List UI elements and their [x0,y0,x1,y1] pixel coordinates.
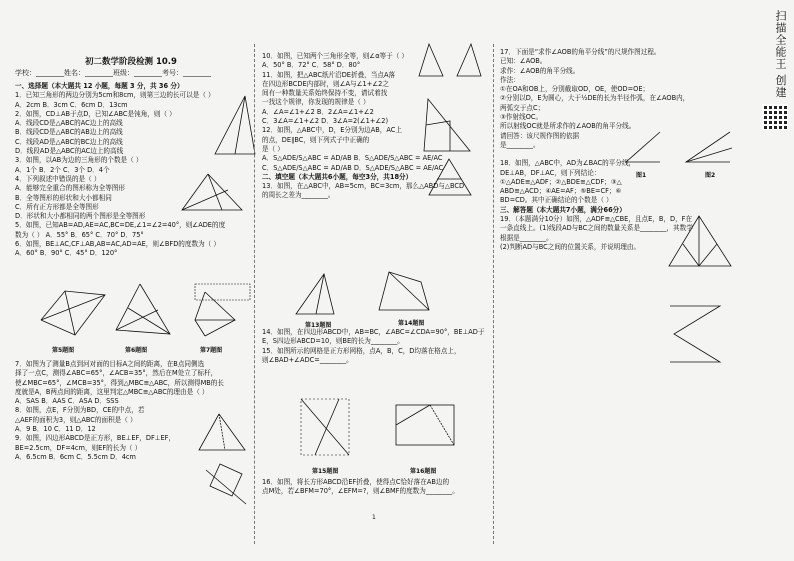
text-line: 一条直线上。(1)线段AD与BC之间的数量关系是________，其数学 [500,224,693,233]
text-line: A．能够完全重合的图形称为全等图形 [15,184,126,193]
text-line: 15．如图所示的网格是正方形网格，点A，B，C，D均落在格点上， [262,346,461,355]
text-line: 一、选择题（本大题共 12 小题，每题 3 分，共 36 分） [15,82,184,90]
text-line: B．全等图形的形状和大小都相同 [15,193,112,202]
q7-caption: 第7题图 [200,347,223,354]
text-line: △AEF的面积为3，则△ABC的面积是（ ） [15,415,137,424]
watermark: 扫描全能王 创建 [774,10,787,99]
text-line: ①△ADE≌△ADF；②△BDE≌△CDF；③△ [500,177,622,186]
q16-figure [390,395,460,455]
q17-figure-1 [620,128,665,168]
text-line: 7．如图为了测量B点到河对面的目标A之间的距离，在B点同侧选 [15,360,205,368]
q5-caption: 第5题图 [52,347,75,354]
text-line: D．形状和大小都相同的两个图形是全等图形 [15,212,146,221]
text-line: C．3∠A=∠1+∠2 D．3∠A=2(∠1+∠2) [262,117,389,126]
q9-figure [200,460,250,510]
q6-caption: 第6题图 [125,347,148,354]
q13-figure [290,270,340,320]
text-line: 9．如图，四边形ABCD是正方形，BE⊥EF，DF⊥EF， [15,434,176,443]
text-line: 17．下面是“求作∠AOB的角平分线”的尺规作图过程。 [500,48,661,56]
q2-figure [205,92,257,162]
text-line: A．60° B．90° C．45° D．120° [15,249,118,258]
q10-figure [415,40,485,80]
text-line: 一找这个规律，你发现的规律是（ ） [262,98,370,107]
student-info-header: 学校：________姓名：________班级：________考号：________ [15,69,211,77]
text-line: A．9 B．10 C．11 D．12 [15,425,96,434]
text-line: D．线段AD是△ABC的AC边上的高线 [15,147,124,156]
page-title: 初二数学阶段检测 10.9 [85,57,177,67]
divider-1 [254,44,255,544]
text-line: 间有一种数量关系始终保持不变，请试着找 [262,89,388,98]
q15-figure [295,395,355,460]
text-line: 2．如图，CD⊥AB于点D，已知∠ABC是钝角，则（ ） [15,109,176,118]
text-line: ①在OA和OB上，分别截取OD，OE，使OD=OE； [500,85,650,94]
text-line: 14．如图，在四边形ABCD中，AB=BC，∠ABC=∠CDA=90°，BE⊥AD于 [262,328,485,336]
text-line: A．SAS B．AAS C．ASA D．SSS [15,397,119,406]
text-line: 度就是A，B两点间的距离，这里判定△MBC≌△ABC的理由是（ ） [15,387,209,396]
text-line: C．S△ADE/S△ABC = AD/AB D．S△ADE/S△ABC = AE/AC [262,163,444,172]
text-line: A．6.5cm B．6cm C．5.5cm D．4cm [15,452,136,461]
text-line: 13．如图，在△ABC中，AB=5cm，BC=3cm，那么△ABD与△BCD [262,182,465,191]
text-line: 二、填空题（本大题共6小题，每空3分，共18分） [262,172,413,181]
q11-figure [420,95,475,155]
fig1-caption: 图1 [636,172,647,179]
text-line: 择了一点C，测得∠ABC=65°，∠ACB=35°，然后在M处立了标杆， [15,369,218,378]
text-line: A．线段CD是△ABC的AC边上的高线 [15,119,123,128]
text-line: 数为（ ） A．55° B．65° C．70° D．75° [15,230,144,239]
text-line: 6．如图，BE⊥AC,CF⊥AB,AB=AC,AD=AE，则∠BFD的度数为（ ） [15,240,220,249]
fig2-caption: 图2 [705,172,716,179]
text-line: 11．如图，把△ABC纸片沿DE折叠，当点A落 [262,70,396,79]
text-line: A．1个 B．2个 C．3个 D．4个 [15,165,110,174]
text-line: B．线段CD是△ABC的AB边上的高线 [15,128,123,137]
text-line: C．线段AD是△ABC的BC边上的高线 [15,137,123,146]
divider-2 [493,44,494,544]
text-line: ③作射线OC。 [500,113,543,122]
column-2c [262,478,459,497]
text-line: 两弧交于点C； [500,103,545,112]
text-line: 请回答：该尺规作图的依据 [500,131,580,140]
q14-figure [375,268,435,316]
page-number: 1 [372,514,376,521]
text-line: E，S四边形ABCD=10，则BE的长为________。 [262,337,404,346]
text-line: BE=2.5cm，DF=4cm，则EF的长为（ ） [15,443,142,452]
text-line: 18．如图，△ABC中，AD为∠BAC的平分线， [500,159,636,168]
text-line: A．2cm B．3cm C．6cm D．13cm [15,100,128,109]
text-line: 在四边形BCDE内部时，则∠A与∠1+∠2之 [262,79,389,88]
q17-figure-2 [680,128,735,168]
text-line: (2)判断AD与BC之间的位置关系，并说明理由。 [500,242,641,251]
q12-figure [425,155,475,200]
text-line: 的点，DE∥BC，则下列式子中正确的 [262,135,370,144]
q5-figure [35,285,110,340]
q7-figure [185,280,255,340]
column-2b [262,328,484,365]
q6-figure [110,280,175,340]
text-line: 是（ ） [262,144,284,153]
q3-figure [178,170,248,215]
text-line: 作法： [500,75,520,84]
q15-caption: 第15题图 [312,468,339,475]
text-line: 1．已知三角形的两边分别为5cm和8cm，则第三边的长可以是（ ） [15,91,215,100]
text-line: 三、解答题（本大题共7小题，满分66分） [500,205,626,214]
text-line: 点M处，若∠BFM=70°，∠EFM=?，则∠BMF的度数为________。 [262,487,459,496]
text-line: C．所有正方形都是全等图形 [15,202,99,211]
text-line: A．∠A=∠1+∠2 B．2∠A=∠1+∠2 [262,107,374,116]
text-line: 12．如图，△ABC中，D，E分别为边AB，AC上 [262,126,402,135]
q13-caption: 第13题图 [305,322,332,329]
q8-figure [195,410,250,455]
text-line: 求作：∠AOB的角平分线。 [500,66,580,75]
text-line: DE⊥AB，DF⊥AC，则下列结论： [500,168,601,177]
q16-caption: 第16题图 [410,468,437,475]
text-line: ②分别以D，E为圆心，大于½DE的长为半径作弧，在∠AOB内， [500,94,690,103]
text-line: 4．下列叙述中错误的是（ ） [15,174,101,183]
text-line: 的周长之差为________。 [262,191,335,200]
text-line: 已知：∠AOB。 [500,57,547,66]
text-line: A．50° B．72° C．58° D．80° [262,61,361,70]
text-line: 则∠BAD+∠ADC=________。 [262,355,353,364]
text-line: 使∠MBC=65°，∠MCB=35°，得到△MBC≌△ABC，所以测得MB的长 [15,378,224,387]
text-line: BD=CD。其中正确结论的个数是（ ） [500,196,613,205]
text-line: 根据是________。 [500,233,553,242]
text-line: 3．如图，以AB为边的三角形的个数是（ ） [15,156,143,165]
text-line: 19．（本题满分10分）如图，△ADF≌△CBE，且点E，B，D，F在 [500,215,693,224]
text-line: ABD≌△ACD；④AE=AF；⑤BE=CF；⑥ [500,187,622,196]
text-line: 16．如图，将长方形ABCD沿EF折叠，使得点C恰好落在AB边的 [262,478,450,486]
text-line: 所以射线OC就是所求作的∠AOB的角平分线。 [500,122,636,131]
text-line: A．S△ADE/S△ABC = AD/AB B．S△ADE/S△ABC = AE/AC [262,154,443,163]
q18-figure [665,212,735,272]
column-1b [15,360,224,462]
qr-code [762,104,788,130]
text-line: 5．如图，已知AB=AD,AE=AC,BC=DE,∠1=∠2=40°，则∠ADE的度 [15,221,226,230]
text-line: 是________。 [500,140,540,149]
q14-caption: 第14题图 [398,320,425,327]
text-line: 10．如图，已知两个三角形全等，则∠α等于（ ） [262,52,409,60]
text-line: 8．如图，点E，F分别为BD，CE的中点，若 [15,406,145,415]
q19-figure [660,300,730,370]
